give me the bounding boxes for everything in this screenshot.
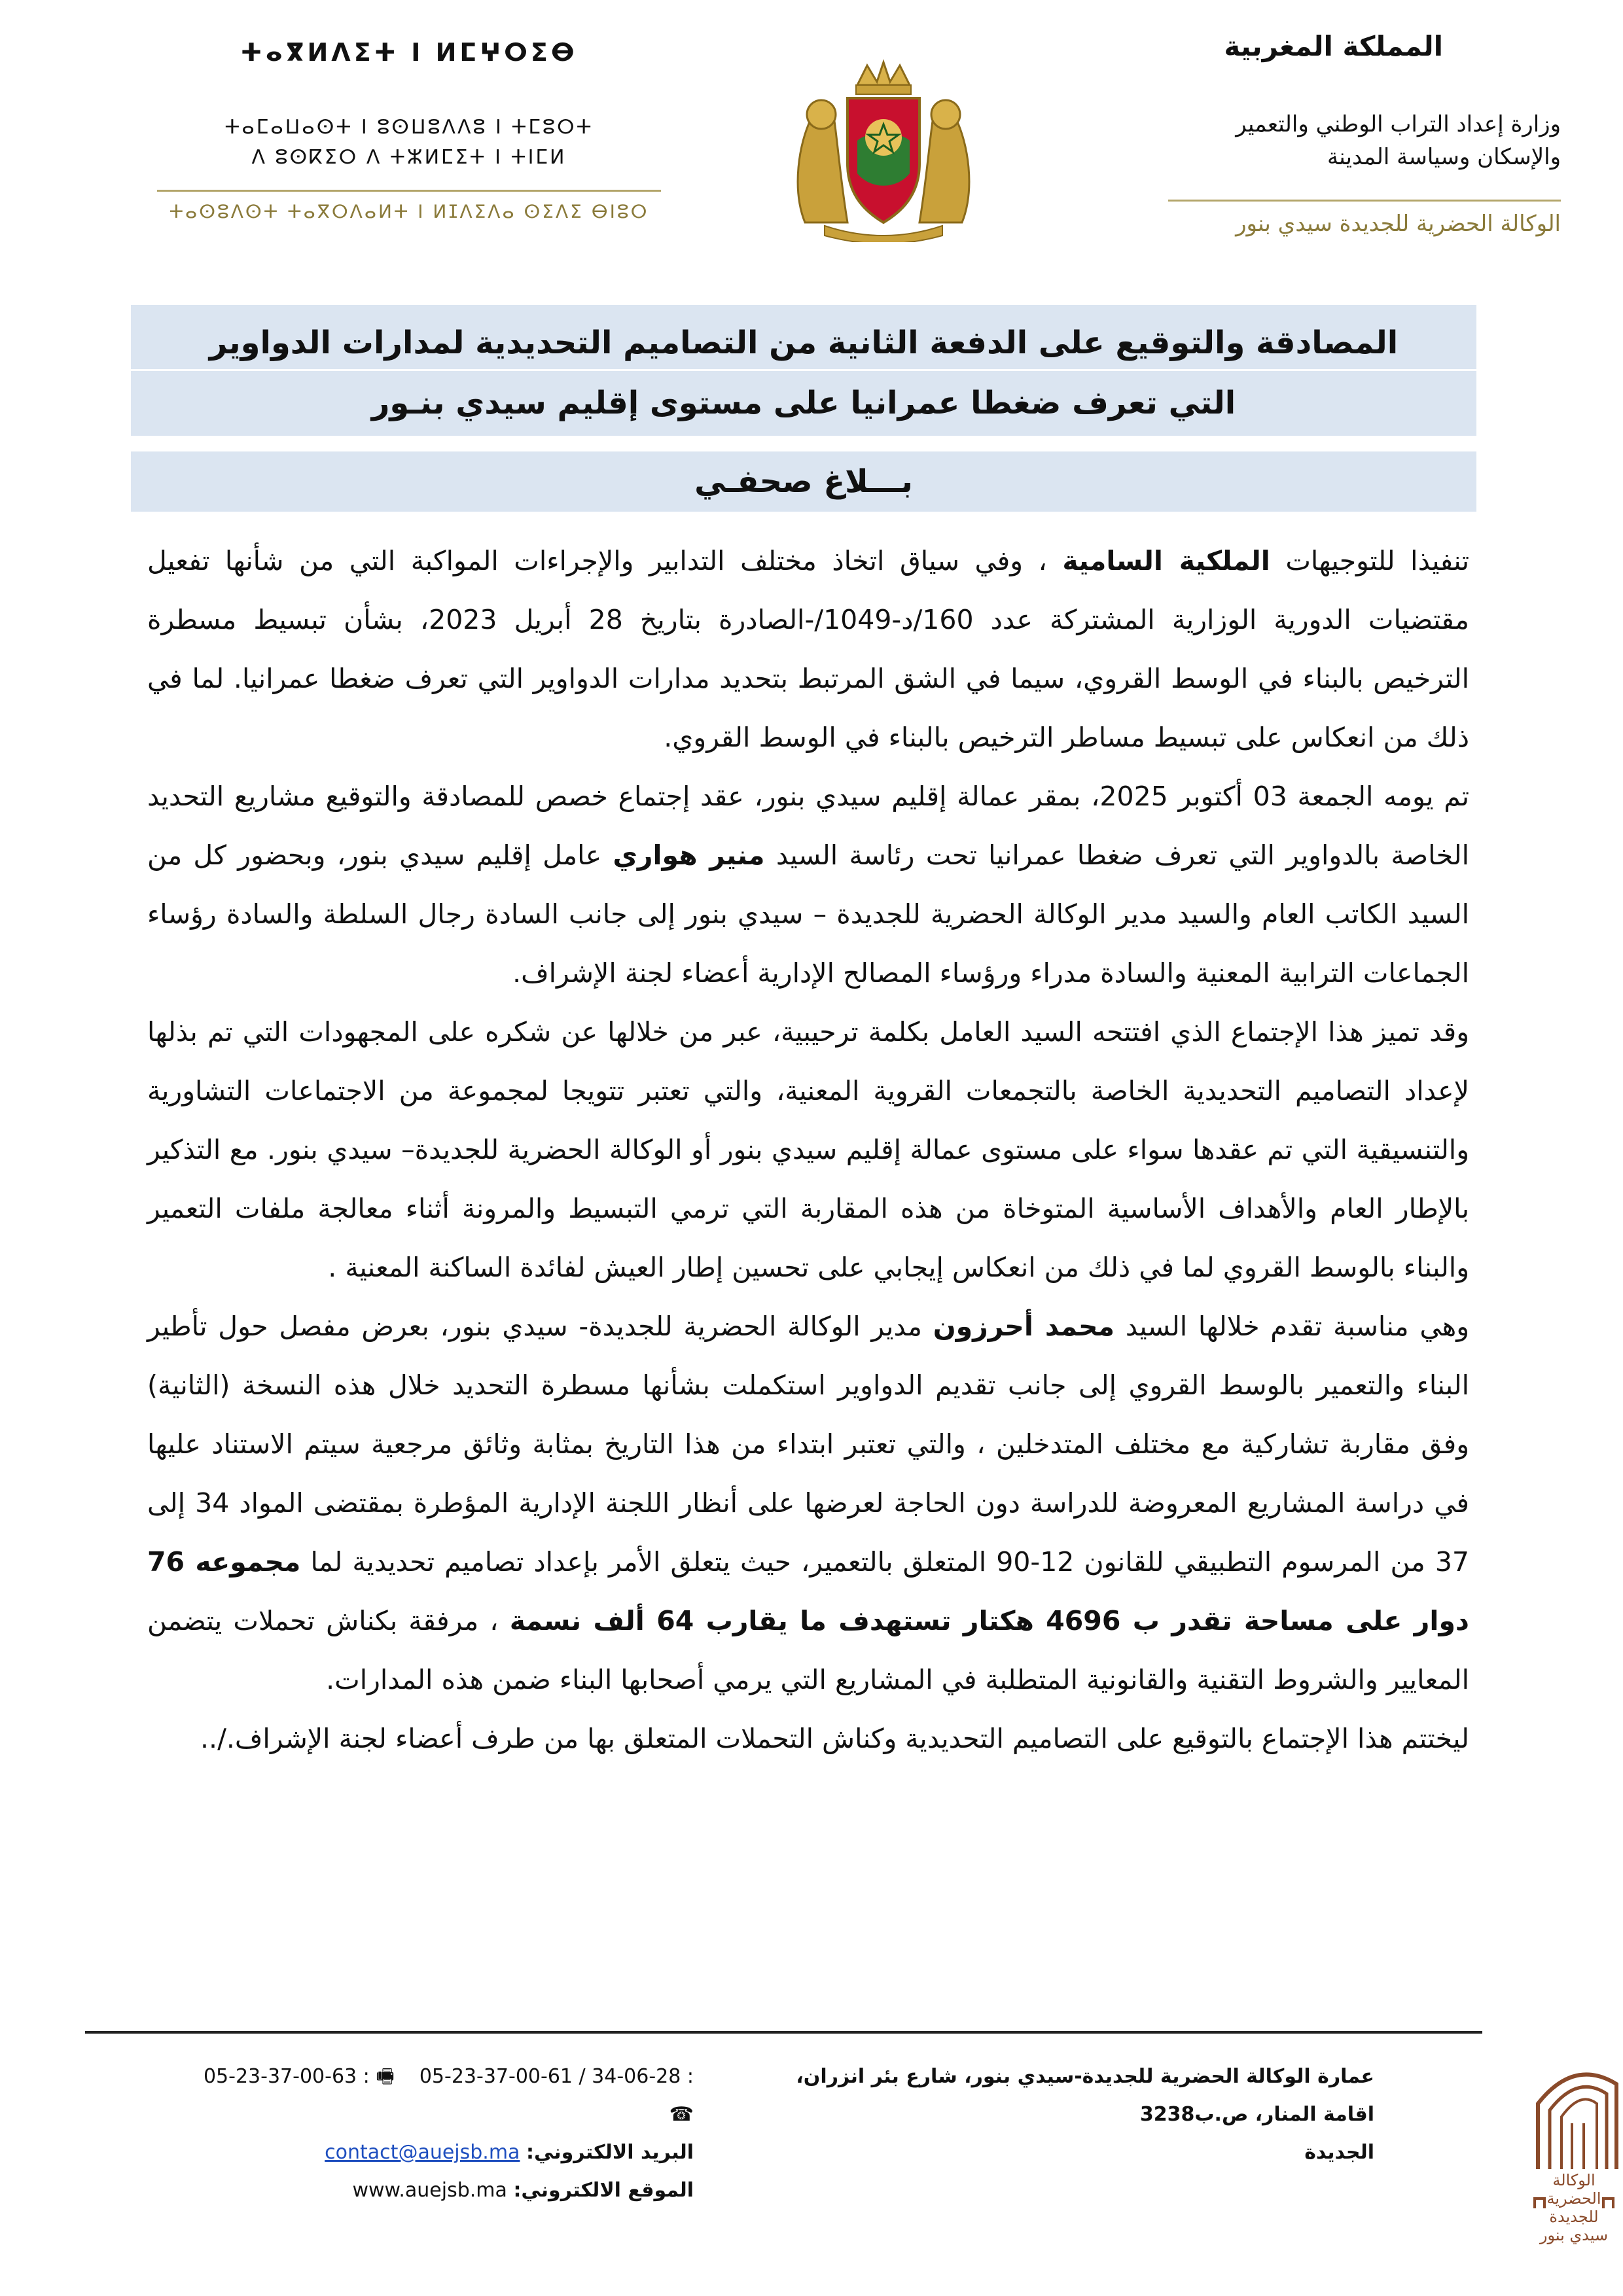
title-box — [131, 305, 1476, 436]
p2-text-a: تم يومه الجمعة 03 أكتوبر 2025، بمقر عمالة إقليم سيدي بنور، عقد إجتماع خصص للمصادقة والتوقيع مشاريع التحديد الخاصة بالدواوير التي تعرف ضغطا عمرانيا تحت رئاسة السيد — [147, 781, 1469, 871]
paragraph-4 — [147, 1297, 1469, 1709]
logo-caption-1: الوكالة الحضرية — [1546, 2171, 1601, 2208]
fax-icon: 🖷 — [376, 2065, 395, 2088]
p4-bold-director: محمد أحرزون — [933, 1311, 1115, 1342]
email-row — [196, 2134, 694, 2172]
paragraph-5: ليختتم هذا الإجتماع بالتوقيع على التصاميم التحديدية وكناش التحملات المتعلق بها من طرف أعضاء لجنة الإشراف./.. — [200, 1723, 1469, 1754]
address-line-3: الجديدة — [1304, 2141, 1374, 2164]
fax-number: 05-23-37-00-63 : — [203, 2065, 370, 2088]
contact-phones-row — [196, 2058, 694, 2134]
email-label: البريد الالكتروني: — [526, 2141, 694, 2164]
title-separator — [131, 369, 1476, 371]
p4-text-c: مدير الوكالة الحضرية للجديدة- سيدي بنور، بعرض مفصل حول تأطير البناء والتعمير بالوسط القروي إلى جانب تقديم الدواوير استكملت بشأنها مسطرة التحديد خلال هذه النسخة (الثانية) وفق مقاربة تشاركية مع مختلف المتدخلين ، والتي تعتبر ابتداء من هذا التاريخ بمثابة وثائق مرجعية سيتم الاستناد عليها في دراسة المشاريع المعروضة للدراسة دون الحاجة لعرضها على أنظار اللجنة الإدارية المؤطرة بمقتضى المواد 34 إلى 37 من المرسوم التطبيقي للقانون 12-90 المتعلق بالتعمير، حيث يتعلق الأمر بإعداد تصاميم تحديدية لما — [147, 1311, 1470, 1578]
paragraph-2 — [147, 767, 1469, 1002]
agency-logo-caption — [1525, 2171, 1623, 2244]
p4-text-a: وهي مناسبة تقدم خلالها السيد — [1114, 1311, 1469, 1342]
address-line-1: عمارة الوكالة الحضرية للجديدة-سيدي بنور، شارع بئر انزران، — [796, 2065, 1374, 2088]
p1-bold: الملكية السامية — [1062, 545, 1270, 576]
header-right — [1168, 26, 1561, 237]
logo-caption-2: للجديدة — [1549, 2208, 1599, 2226]
website-url[interactable]: www.auejsb.ma — [352, 2179, 507, 2202]
title-line-1: المصادقة والتوقيع على الدفعة الثانية من التصاميم التحديدية لمدارات الدواوير — [209, 325, 1399, 361]
header-left — [157, 26, 661, 222]
logo-caption-3: سيدي بنور — [1539, 2226, 1609, 2244]
p4-bold-figures: مجموعه 76 دوار على مساحة تقدر ب 4696 هكتار تستهدف ما يقارب 64 ألف نسمة — [147, 1546, 1469, 1636]
website-row — [196, 2172, 694, 2210]
email-link[interactable]: contact@auejsb.ma — [325, 2141, 520, 2164]
p2-bold-governor: منير هواري — [613, 839, 765, 871]
footer-address — [785, 2058, 1374, 2172]
tifinagh-ministry — [157, 113, 661, 173]
phone-icon: ☎ — [669, 2103, 694, 2126]
header-divider — [1168, 200, 1561, 202]
tifinagh-ministry-line-1: ⵜⴰⵎⴰⵡⴰⵙⵜ ⵏ ⵓⵙⵡⵓⴷⴷⵓ ⵏ ⵜⵎⵓⵔⵜ — [224, 116, 594, 139]
p4-text-e: ، مرفقة بكناش تحملات يتضمن المعايير والشروط التقنية والقانونية المتطلبة في المشاريع التي يرمي أصحابها البناء ضمن هذه المدارات. — [147, 1605, 1469, 1695]
kingdom-name: المملكة المغربية — [1224, 30, 1443, 62]
tifinagh-ministry-line-2: ⴷ ⵓⵙⴽⵉⵔ ⴷ ⵜⵣⵍⵎⵉⵜ ⵏ ⵜⵏⵎⵍ — [251, 146, 567, 169]
paragraph-1 — [147, 531, 1469, 767]
footer-divider — [85, 2031, 1482, 2034]
ministry-name — [1168, 108, 1561, 173]
coat-of-arms-icon — [785, 59, 982, 242]
body-text — [147, 531, 1469, 1768]
title-line-2: التي تعرف ضغطا عمرانيا على مستوى إقليم سيدي بنـور — [371, 385, 1236, 421]
agency-name: الوكالة الحضرية للجديدة سيدي بنور — [1236, 211, 1561, 237]
address-line-2: اقامة المنار، ص.ب3238 — [1139, 2103, 1374, 2126]
ministry-line-1: وزارة إعداد التراب الوطني والتعمير — [1236, 111, 1561, 137]
phone-number: 05-23-37-00-61 / 34-06-28 : — [419, 2065, 694, 2088]
p1-text-c: ، وفي سياق اتخاذ مختلف التدابير والإجراءات المواكبة التي من شأنها تفعيل مقتضيات الدورية الوزارية المشتركة عدد 160/د-1049/-الصادرة بتاريخ 28 أبريل 2023، بشأن تبسيط مسطرة الترخيص بالبناء في الوسط القروي، سيما في الشق المرتبط بتحديد مدارات الدواوير التي تعرف ضغطا عمرانيا. لما في ذلك من انعكاس على تبسيط مساطر الترخيص بالبناء في الوسط القروي. — [147, 545, 1470, 753]
ministry-line-2: والإسكان وسياسة المدينة — [1327, 144, 1561, 170]
p2-text-c: عامل إقليم سيدي بنور، وبحضور كل من السيد الكاتب العام والسيد مدير الوكالة الحضرية للجديدة – سيدي بنور إلى جانب السادة رجال السلطة والسادة رؤساء الجماعات الترابية المعنية والسادة مدراء ورؤساء المصالح الإدارية أعضاء لجنة الإشراف. — [147, 839, 1469, 989]
tifinagh-agency: ⵜⴰⵙⵓⴷⵙⵜ ⵜⴰⴳⵔⴷⴰⵍⵜ ⵏ ⵍⵊⴷⵉⴷⴰ ⵙⵉⴷⵉ ⴱⵏⵓⵔ — [169, 201, 649, 222]
p1-text-a: تنفيذا للتوجيهات — [1270, 545, 1469, 576]
press-release-heading: بـــلاغ صحفـي — [131, 451, 1476, 512]
website-label: الموقع الالكتروني: — [513, 2179, 694, 2202]
tifinagh-divider — [157, 190, 661, 192]
footer-contacts — [196, 2058, 694, 2210]
paragraph-3: وقد تميز هذا الإجتماع الذي افتتحه السيد العامل بكلمة ترحيبية، عبر من خلالها عن شكره على المجهودات التي تم بذلها لإعداد التصاميم التحديدية الخاصة بالتجمعات القروية المعنية، والتي تعتبر تتويجا لمجموعة من الاجتماعات التشاورية والتنسيقية التي تم عقدها سواء على مستوى عمالة إقليم سيدي بنور أو الوكالة الحضرية للجديدة– سيدي بنور. مع التذكير بالإطار العام والأهداف الأساسية المتوخاة من هذه المقاربة التي ترمي التبسيط والمرونة أثناء معالجة ملفات التعمير والبناء بالوسط القروي لما في ذلك من انعكاس إيجابي على تحسين إطار العيش لفائدة الساكنة المعنية . — [147, 1016, 1469, 1283]
tifinagh-kingdom: ⵜⴰⴳⵍⴷⵉⵜ ⵏ ⵍⵎⵖⵔⵉⴱ — [240, 38, 578, 67]
